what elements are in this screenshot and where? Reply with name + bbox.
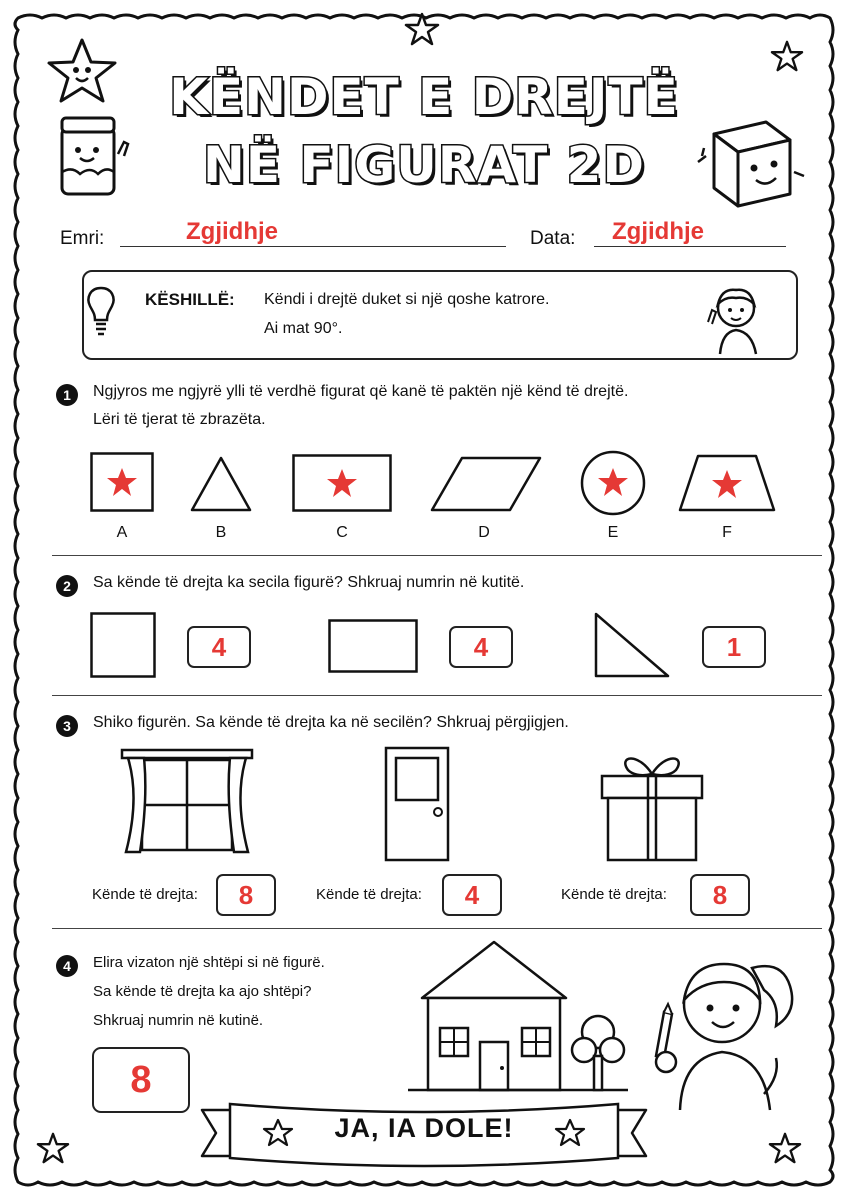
shape-c-rectangle[interactable] [292,454,392,512]
divider [52,928,822,929]
name-field[interactable]: Zgjidhje [186,218,278,245]
shape-label-e: E [607,524,619,541]
q2-answer-box-3[interactable]: 1 [702,626,766,668]
shape-a-square[interactable] [90,452,154,512]
shape-label-f: F [722,524,732,541]
question-3-number: 3 [56,715,78,737]
shape-b-triangle[interactable] [190,456,252,512]
tip-box [82,270,798,360]
shape-label-a: A [116,524,128,541]
shape-label-d: D [478,524,490,541]
date-field[interactable]: Zgjidhje [612,218,704,245]
tip-heading: KËSHILLË: [145,290,235,309]
question-1-number: 1 [56,384,78,406]
title-line-1: KËNDET E DREJTË [169,68,679,126]
question-3-text: Shiko figurën. Sa kënde të drejta ka në secilën? Shkruaj përgjigjen. [93,714,569,731]
q3-label-gift: Kënde të drejta: [561,886,667,903]
girl-character-icon [652,946,802,1110]
window-icon [118,748,256,860]
q2-square-shape [90,612,156,678]
tip-line-2: Ai mat 90°. [264,320,343,337]
tip-line-1: Këndi i drejtë duket si një qoshe katrore. [264,291,550,308]
question-4-line-2: Sa kënde të drejta ka ajo shtëpi? [93,983,312,1000]
q2-answer-box-1[interactable]: 4 [187,626,251,668]
question-4-line-3: Shkruaj numrin në kutinë. [93,1012,264,1029]
question-2-number: 2 [56,575,78,597]
divider [52,555,822,556]
q4-answer-box[interactable]: 8 [92,1047,190,1113]
shape-label-c: C [336,524,348,541]
question-1-line-1: Ngjyros me ngjyrë ylli të verdhë figurat që kanë të paktën një kënd të drejtë. [93,383,629,400]
q3-label-window: Kënde të drejta: [92,886,198,903]
q3-label-door: Kënde të drejta: [316,886,422,903]
house-icon [408,940,630,1092]
gift-box-icon [598,748,706,864]
date-line [594,246,786,247]
congrats-banner-text: JA, IA DOLE! [334,1113,514,1143]
shape-label-b: B [215,524,227,541]
shape-d-parallelogram[interactable] [430,456,542,512]
lightbulb-icon [86,284,116,344]
shape-f-trapezoid[interactable] [678,454,776,512]
shape-e-circle[interactable] [578,450,648,516]
q2-right-triangle-shape [594,612,670,678]
name-line [120,246,506,247]
door-icon [384,746,450,862]
q3-answer-box-gift[interactable]: 8 [690,874,750,916]
star-icon [404,12,440,46]
title-line-2: NË FIGURAT 2D [203,136,645,194]
question-2-text: Sa kënde të drejta ka secila figurë? Shkruaj numrin në kutitë. [93,574,525,591]
date-label: Data: [530,228,576,249]
divider [52,695,822,696]
q3-answer-box-window[interactable]: 8 [216,874,276,916]
question-1-line-2: Lëri të tjerat të zbrazëta. [93,411,266,428]
question-4-line-1: Elira vizaton një shtëpi si në figurë. [93,954,325,971]
q2-answer-box-2[interactable]: 4 [449,626,513,668]
q2-rectangle-shape [328,619,418,673]
question-4-number: 4 [56,955,78,977]
q3-answer-box-door[interactable]: 4 [442,874,502,916]
name-label: Emri: [60,228,105,249]
boy-character-icon [700,278,770,356]
